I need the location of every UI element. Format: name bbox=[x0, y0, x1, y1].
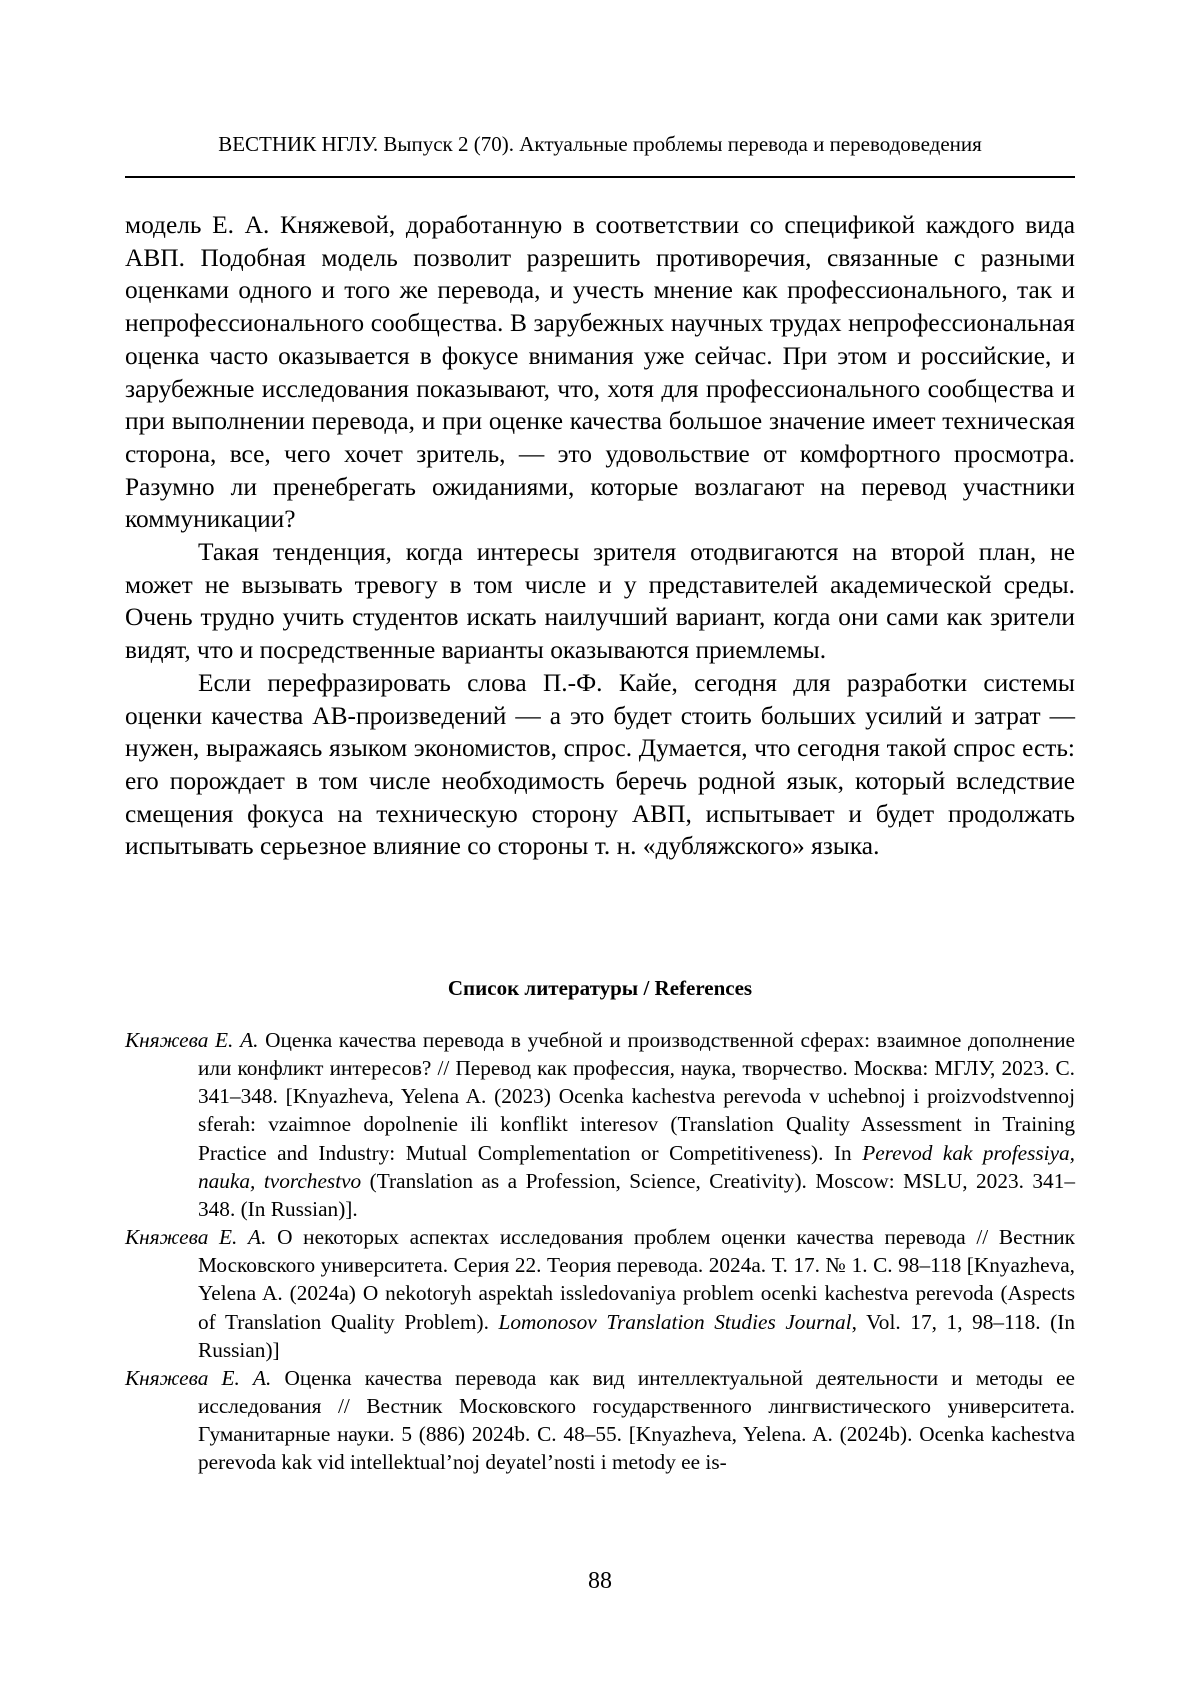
page-number: 88 bbox=[588, 1568, 612, 1594]
reference-item bbox=[125, 1026, 1075, 1223]
paragraph: Такая тенденция, когда интересы зрителя отодвигаются на второй план, не может не вызывать тревогу в том числе и у представителей академической среды. Очень трудно учить студентов искать наилучший вариант, когда они сами как зрители видят, что и посредственные варианты оказываются приемлемы. bbox=[125, 538, 1075, 665]
reference-text: , Vol. 17, 1, 98–118. (In Russian)] bbox=[198, 1309, 1076, 1362]
reference-text: О некоторых аспектах исследования проблем оценки качества перевода // Вестник Московского университета. Серия 22. Теория перевода. 2024a. Т. 17. № 1. С. 98–118 [Knyazheva, Yelena A. (2024a) O nekotoryh aspektah issledovaniya problem ocenki kachestva perevoda (Aspects of Translation Quality Problem). bbox=[198, 1225, 1076, 1334]
reference-text: Оценка качества перевода в учебной и производственной сферах: взаимное дополнение или конфликт интересов? // Перевод как профессия, наука, творчество. Москва: МГЛУ, 2023. С. 341–348. [Knyazheva, Yelena A. (2023) Ocenka kachestva perevoda v uchebnoj i proizvodstvennoj sferah: vzaimnoe dopolnenie ili konflikt interesov (Translation Quality Assessment in Training Practice and Industry: Mutual Complementation or Competitiveness). In bbox=[198, 1028, 1076, 1165]
reference-list bbox=[125, 1026, 1075, 1477]
reference-text: Оценка качества перевода как вид интеллектуальной деятельности и методы ее исследования // Вестник Московского государственного лингвистического университета. Гуманитарные науки. 5 (886) 2024b. С. 48–55. [Knyazheva, Yelena. A. (2024b). Ocenka kachestva perevoda kak vid intellektual’noj deyatel’nosti i metody ee is- bbox=[198, 1365, 1076, 1475]
reference-item bbox=[125, 1364, 1075, 1477]
running-header: ВЕСТНИК НГЛУ. Выпуск 2 (70). Актуальные проблемы перевода и переводоведения bbox=[218, 132, 982, 156]
references-heading: Список литературы / References bbox=[447, 976, 753, 1000]
reference-item bbox=[125, 1223, 1075, 1364]
reference-author: Княжева Е. А. bbox=[125, 1028, 259, 1052]
paragraph: Если перефразировать слова П.-Ф. Кайе, сегодня для разработки системы оценки качества АВ-произведений — а это будет стоить больших усилий и затрат — нужен, выражаясь языком экономистов, спрос. Думается, что сегодня такой спрос есть: его порождает в том числе необходимость беречь родной язык, который вследствие смещения фокуса на техническую сторону АВП, испытывает и будет продолжать испытывать серьезное влияние со стороны т. н. «дубляжского» языка. bbox=[125, 668, 1075, 861]
header-divider bbox=[125, 176, 1075, 178]
reference-author: Княжева Е. А. bbox=[125, 1225, 267, 1250]
reference-text: (Translation as a Profession, Science, Creativity). Moscow: MSLU, 2023. 341–348. (In Russian)]. bbox=[198, 1168, 1075, 1221]
reference-author: Княжева Е. А. bbox=[125, 1365, 272, 1390]
reference-italic-title: Perevod kak professiya, nauka, tvorchestvo bbox=[198, 1140, 1075, 1193]
main-text bbox=[125, 209, 1075, 863]
paragraph: модель Е. А. Княжевой, доработанную в соответствии со спецификой каждого вида АВП. Подобная модель позволит разрешить противоречия, связанные с разными оценками одного и того же перевода, и учесть мнение как профессионального, так и непрофессионального сообщества. В зарубежных научных трудах непрофессиональная оценка часто оказывается в фокусе внимания уже сейчас. При этом и российские, и зарубежные исследования показывают, что, хотя для профессионального сообщества и при выполнении перевода, и при оценке качества большое значение имеет техническая сторона, все, чего хочет зритель, — это удовольствие от комфортного просмотра. Разумно ли пренебрегать ожиданиями, которые возлагают на перевод участники коммуникации? bbox=[125, 211, 1075, 534]
reference-italic-title: Lomonosov Translation Studies Journal bbox=[498, 1309, 852, 1334]
